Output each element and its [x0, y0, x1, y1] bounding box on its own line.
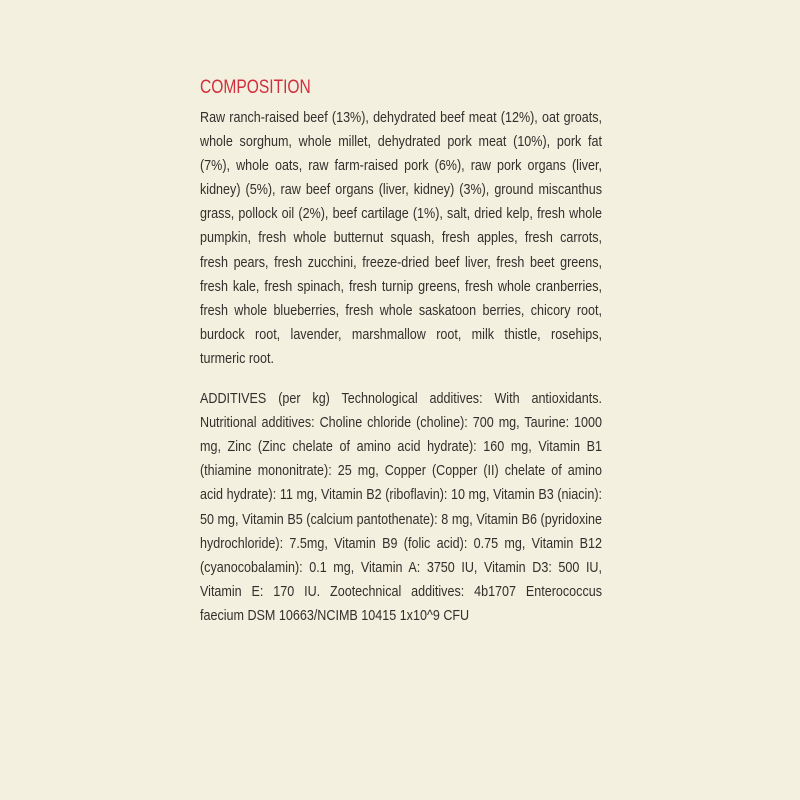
ingredients-panel	[200, 76, 602, 628]
additives-text: ADDITIVES (per kg) Technological additives: With antioxidants. Nutritional additives: Choline chloride (choline): 700 mg, Taurine: 1000 mg, Zinc (Zinc chelate of amino acid hydrate): 160 mg, Vitamin B1 (thiamine mononitrate): 25 mg, Copper (Copper (II) chelate of amino acid hydrate): 11 mg, Vitamin B2 (riboflavin): 10 mg, Vitamin B3 (niacin): 50 mg, Vitamin B5 (calcium pantothenate): 8 mg, Vitamin B6 (pyridoxine hydrochloride): 7.5mg, Vitamin B9 (folic acid): 0.75 mg, Vitamin B12 (cyanocobalamin): 0.1 mg, Vitamin A: 3750 IU, Vitamin D3: 500 IU, Vitamin E: 170 IU. Zootechnical additives: 4b1707 Enterococcus faecium DSM 10663/NCIMB 10415 1x10^9 CFU	[200, 390, 602, 624]
composition-text: Raw ranch-raised beef (13%), dehydrated beef meat (12%), oat groats, whole sorghum, whole millet, dehydrated pork meat (10%), pork fat (7%), whole oats, raw farm-raised pork (6%), raw pork organs (liver, kidney) (5%), raw beef organs (liver, kidney) (3%), ground miscanthus grass, pollock oil (2%), beef cartilage (1%), salt, dried kelp, fresh whole pumpkin, fresh whole butternut squash, fresh apples, fresh carrots, fresh pears, fresh zucchini, freeze-dried beef liver, fresh beet greens, fresh kale, fresh spinach, fresh turnip greens, fresh whole cranberries, fresh whole blueberries, fresh whole saskatoon berries, chicory root, burdock root, lavender, marshmallow root, milk thistle, rosehips, turmeric root.	[200, 109, 602, 367]
composition-heading: COMPOSITION	[200, 77, 311, 98]
